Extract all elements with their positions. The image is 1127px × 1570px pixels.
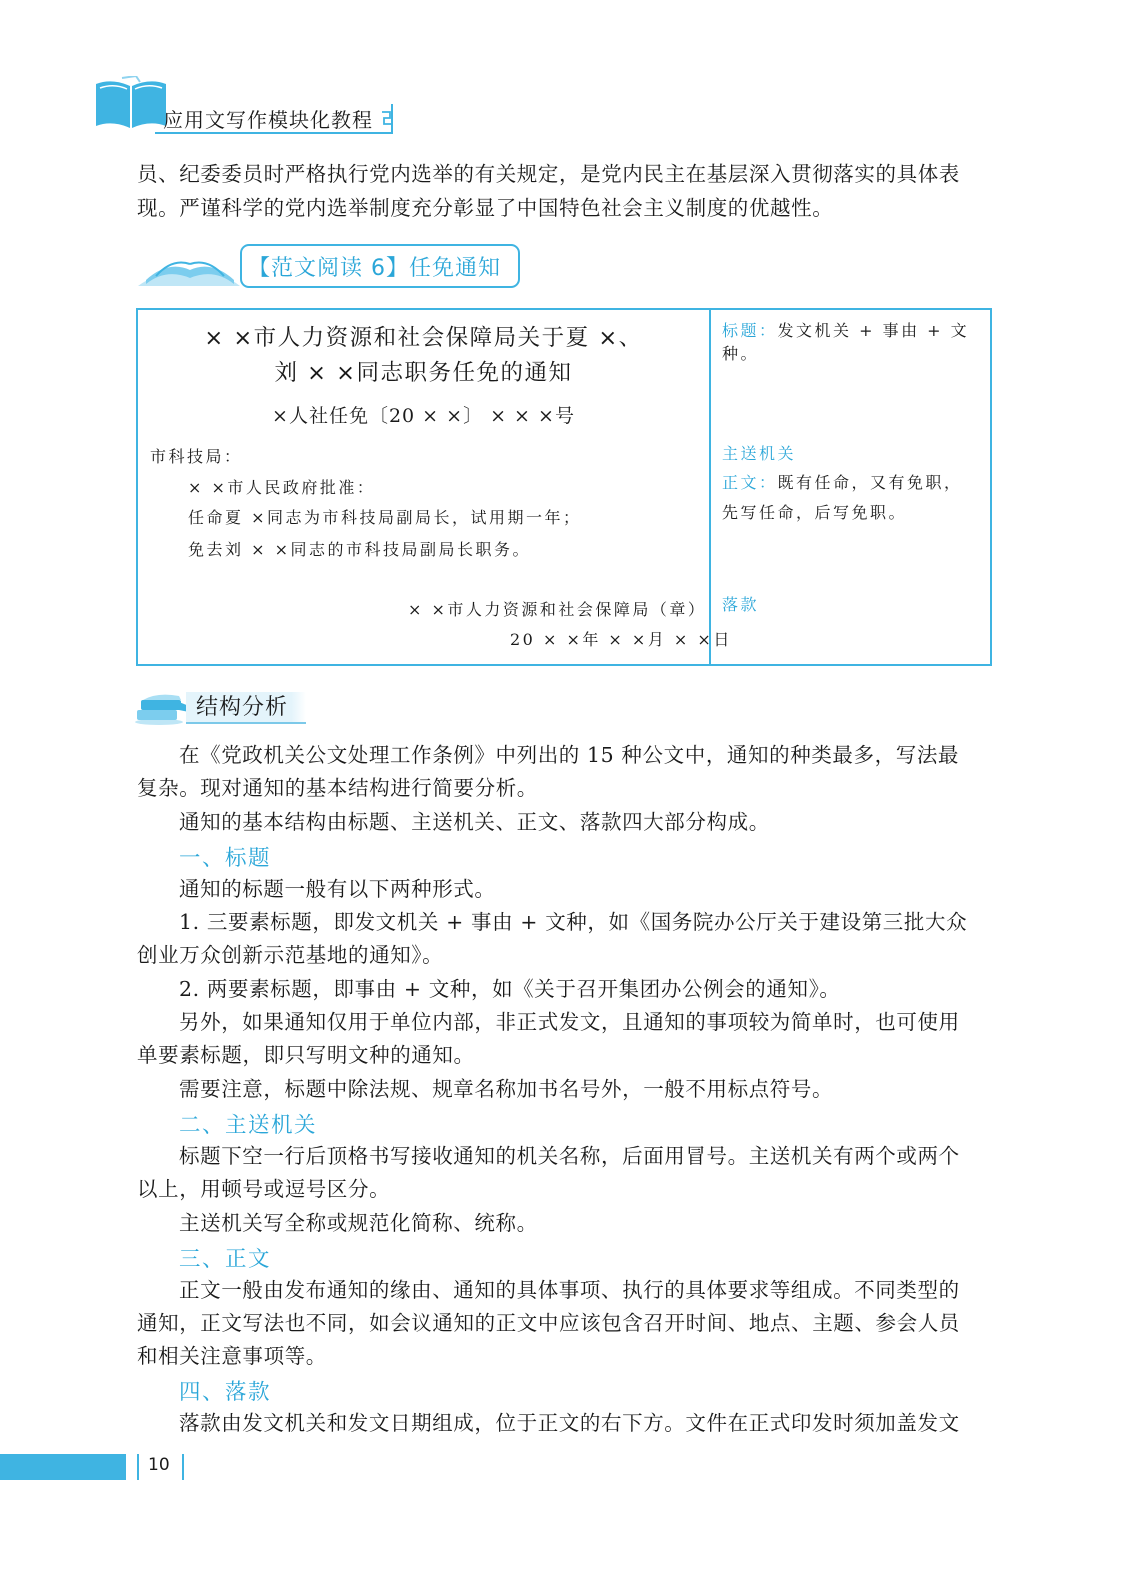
section-heading-recipient: 二、主送机关 [179,1113,318,1138]
s1-p2-line-1: 1. 三要素标题，即发文机关 + 事由 + 文种，如《国务院办公厅关于建设第三批大众 [179,910,968,934]
bracket-icon [380,110,394,130]
s4-p1: 落款由发文机关和发文日期组成，位于正文的右下方。文件在正式印发时须加盖发文 [179,1411,960,1435]
notice-title-line-2: 刘 × ×同志职务任免的通知 [274,360,573,386]
footer-separator [137,1454,139,1480]
column-divider [709,310,711,664]
notice-signature: × ×市人力资源和社会保障局（章） [408,600,707,619]
section-heading-signature: 四、落款 [179,1380,272,1405]
sample-notice-box [136,308,992,666]
s3-p1-line-2: 通知，正文写法也不同，如会议通知的正文中应该包含召开时间、地点、主题、参会人员 [137,1311,960,1335]
footer-accent-bar [0,1454,126,1480]
s1-p4-line-1: 另外，如果通知仅用于单位内部，非正式发文，且通知的事项较为简单时，也可使用 [179,1010,960,1034]
sample-heading: 【范文阅读 6】任免通知 [240,244,520,288]
note-title [722,318,990,364]
open-book-icon [136,246,242,290]
notice-body-line: × ×市人民政府批准： [188,478,376,497]
s2-p1-line-1: 标题下空一行后顶格书写接收通知的机关名称，后面用冒号。主送机关有两个或两个 [179,1144,960,1168]
note-signature-label: 落款 [722,595,760,614]
note-body-text-2: 先写任命，后写免职。 [722,503,908,522]
books-icon [133,692,191,726]
notice-body-line: 免去刘 × ×同志的市科技局副局长职务。 [188,540,531,559]
note-body-label: 正文： [722,473,778,492]
notice-doc-number: ×人社任免〔20 × ×〕 × × ×号 [272,405,575,427]
notice-date: 20 × ×年 × ×月 × ×日 [510,630,732,649]
note-title-label: 标题： [722,321,778,340]
note-title-text: 发文机关 + 事由 + 文种。 [722,321,970,363]
s2-p2: 主送机关写全称或规范化简称、统称。 [179,1211,538,1235]
s1-p2-line-2: 创业万众创新示范基地的通知》。 [137,943,444,967]
s2-p1-line-2: 以上，用顿号或逗号区分。 [137,1177,391,1201]
structure-analysis-heading: 结构分析 [186,692,306,724]
s1-p4-line-2: 单要素标题，即只写明文种的通知。 [137,1043,475,1067]
analysis-p2: 通知的基本结构由标题、主送机关、正文、落款四大部分构成。 [179,810,770,834]
s1-p5: 需要注意，标题中除法规、规章名称加书名号外，一般不用标点符号。 [179,1077,834,1101]
note-body [722,470,963,493]
section-heading-body: 三、正文 [179,1247,272,1272]
note-body-text-1: 既有任命，又有免职， [777,473,963,492]
notice-body-line: 任命夏 ×同志为市科技局副局长，试用期一年； [188,508,582,527]
notice-recipient: 市科技局： [150,447,243,466]
intro-line-1: 员、纪委委员时严格执行党内选举的有关规定，是党内民主在基层深入贯彻落实的具体表 [137,162,960,186]
s3-p1-line-1: 正文一般由发布通知的缘由、通知的具体事项、执行的具体要求等组成。不同类型的 [179,1278,960,1302]
page-header-title: 应用文写作模块化教程 [163,108,373,132]
section-heading-title: 一、标题 [179,846,272,871]
s3-p1-line-3: 和相关注意事项等。 [137,1344,327,1368]
intro-line-2: 现。严谨科学的党内选举制度充分彰显了中国特色社会主义制度的优越性。 [137,196,834,220]
notice-title-line-1: × ×市人力资源和社会保障局关于夏 ×、 [204,325,643,351]
s1-p1: 通知的标题一般有以下两种形式。 [179,877,496,901]
note-recipient-label: 主送机关 [722,444,797,463]
s1-p3: 2. 两要素标题，即事由 + 文种，如《关于召开集团办公例会的通知》。 [179,977,841,1001]
footer-separator [182,1454,184,1480]
analysis-p1-line-1: 在《党政机关公文处理工作条例》中列出的 15 种公文中，通知的种类最多，写法最 [179,743,960,767]
page-number: 10 [148,1455,170,1475]
analysis-p1-line-2: 复杂。现对通知的基本结构进行简要分析。 [137,776,538,800]
